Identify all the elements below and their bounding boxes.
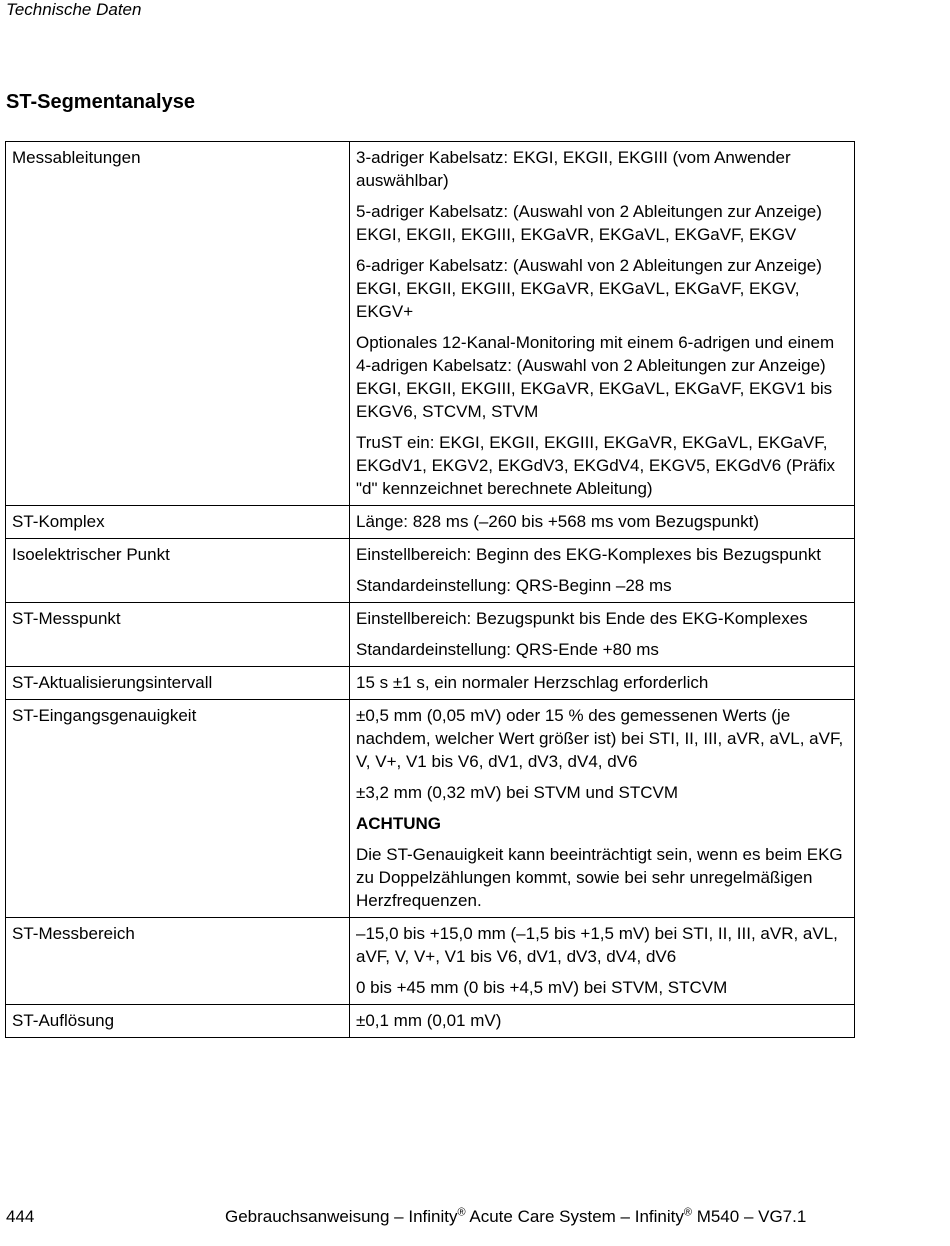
row-value: [350, 142, 855, 506]
value-paragraph: Standardeinstellung: QRS-Beginn –28 ms: [356, 576, 672, 595]
row-value: [350, 667, 855, 700]
row-value: [350, 1005, 855, 1038]
value-paragraph: ±0,1 mm (0,01 mV): [356, 1011, 502, 1030]
row-label: ST-Komplex: [6, 506, 350, 539]
value-paragraph: ±0,5 mm (0,05 mV) oder 15 % des gemessenen Werts (je nachdem, welcher Wert größer ist) bei STI, II, III, aVR, aVL, aVF, V, V+, V1 bis V6, dV1, dV3, dV4, dV6: [356, 706, 844, 771]
value-paragraph: ±3,2 mm (0,32 mV) bei STVM und STCVM: [356, 783, 679, 802]
row-label: Isoelektrischer Punkt: [6, 539, 350, 603]
row-label: ST-Eingangsgenauigkeit: [6, 700, 350, 918]
row-value: [350, 506, 855, 539]
value-paragraph: Länge: 828 ms (–260 bis +568 ms vom Bezugspunkt): [356, 512, 760, 531]
page-number: 444: [6, 1207, 35, 1226]
table-row-isoelektrischer-punkt: [6, 539, 855, 603]
value-paragraph: 15 s ±1 s, ein normaler Herzschlag erforderlich: [356, 673, 709, 692]
registered-mark: ®: [683, 1206, 692, 1219]
value-paragraph: Standardeinstellung: QRS-Ende +80 ms: [356, 640, 659, 659]
value-paragraph: Optionales 12-Kanal-Monitoring mit einem 6-adrigen und einem 4-adrigen Kabelsatz: (Auswahl von 2 Ableitungen zur Anzeige) EKGI, EKGII, EKGIII, EKGaVR, EKGaVL, EKGaVF, EKGV1 bis EKGV6, STCVM, STVM: [356, 333, 835, 421]
warning-heading: ACHTUNG: [356, 814, 441, 833]
running-header: Technische Daten: [6, 0, 142, 19]
row-value: [350, 918, 855, 1005]
table-row-st-aufloesung: [6, 1005, 855, 1038]
table-row-st-messpunkt: [6, 603, 855, 667]
table-row-st-eingangsgenauigkeit: [6, 700, 855, 918]
row-label: ST-Auflösung: [6, 1005, 350, 1038]
value-paragraph: 6-adriger Kabelsatz: (Auswahl von 2 Ableitungen zur Anzeige) EKGI, EKGII, EKGIII, EKGaVR, EKGaVL, EKGaVF, EKGV, EKGV+: [356, 256, 822, 321]
document-title: [225, 1206, 806, 1228]
row-value: [350, 539, 855, 603]
value-paragraph: 3-adriger Kabelsatz: EKGI, EKGII, EKGIII (vom Anwender auswählbar): [356, 148, 791, 190]
value-paragraph: TruST ein: EKGI, EKGII, EKGIII, EKGaVR, EKGaVL, EKGaVF, EKGdV1, EKGV2, EKGdV3, EKGdV4, EKGV5, EKGdV6 (Präfix "d" kennzeichnet berechnete Ableitung): [356, 433, 836, 498]
registered-mark: ®: [457, 1206, 466, 1219]
doc-title-part: Acute Care System – Infinity: [465, 1207, 684, 1226]
value-paragraph: Einstellbereich: Bezugspunkt bis Ende des EKG-Komplexes: [356, 609, 808, 628]
row-label: ST-Messpunkt: [6, 603, 350, 667]
value-paragraph: –15,0 bis +15,0 mm (–1,5 bis +1,5 mV) bei STI, II, III, aVR, aVL, aVF, V, V+, V1 bis V6, dV1, dV3, dV4, dV6: [356, 924, 838, 966]
row-label: ST-Messbereich: [6, 918, 350, 1005]
value-paragraph: Einstellbereich: Beginn des EKG-Komplexes bis Bezugspunkt: [356, 545, 821, 564]
value-paragraph: 0 bis +45 mm (0 bis +4,5 mV) bei STVM, STCVM: [356, 978, 728, 997]
warning-text: Die ST-Genauigkeit kann beeinträchtigt sein, wenn es beim EKG zu Doppelzählungen kommt, sowie bei sehr unregelmäßigen Herzfrequenzen.: [356, 845, 843, 910]
row-label: Messableitungen: [6, 142, 350, 506]
value-paragraph: 5-adriger Kabelsatz: (Auswahl von 2 Ableitungen zur Anzeige) EKGI, EKGII, EKGIII, EKGaVR, EKGaVL, EKGaVF, EKGV: [356, 202, 822, 244]
spec-table: [5, 141, 855, 1038]
row-value: [350, 603, 855, 667]
row-value: [350, 700, 855, 918]
section-title: ST-Segmentanalyse: [6, 91, 195, 113]
row-label: ST-Aktualisierungsintervall: [6, 667, 350, 700]
doc-title-part: M540 – VG7.1: [691, 1207, 807, 1226]
table-row-messableitungen: [6, 142, 855, 506]
table-row-st-messbereich: [6, 918, 855, 1005]
table-row-st-komplex: [6, 506, 855, 539]
table-row-st-aktualisierungsintervall: [6, 667, 855, 700]
doc-title-part: Gebrauchsanweisung – Infinity: [225, 1207, 458, 1226]
